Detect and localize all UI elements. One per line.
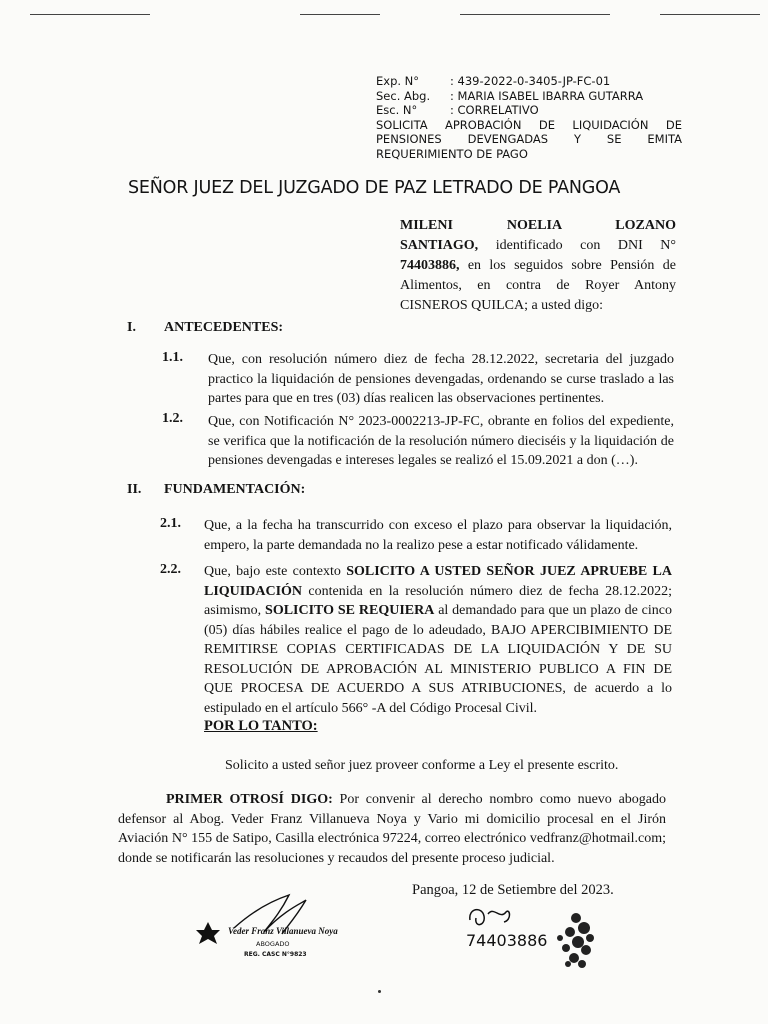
paragraph-line: estipulado en el artículo 566° -A del Código Procesal Civil. (204, 700, 537, 716)
intro-line: MILENI NOELIA LOZANO (400, 218, 676, 233)
paragraph-line: QUE PROCESA DE ACUERDO A SUS ATRIBUCIONES, de acuerdo a lo (204, 681, 672, 696)
paragraph-line: Aviación N° 155 de Satipo, Casilla electrónica 97224, correo electrónico vedfranz@hotmail.com; (118, 831, 666, 846)
bold-run: LIQUIDACIÓN (204, 583, 303, 599)
paragraph-line: empero, la parte demandada no la realizo pese a estar notificado válidamente. (204, 537, 639, 553)
paragraph-1-2 (208, 412, 674, 471)
sumilla-line: PENSIONES DEVENGADAS Y SE EMITA (376, 132, 682, 146)
exp-value: : 439-2022-0-3405-JP-FC-01 (450, 74, 611, 88)
paragraph-line: se verifica que la notificación de la resolución número dieciséis y la liquidación de (208, 433, 674, 449)
paragraph-line (204, 582, 672, 602)
intro-line (400, 236, 676, 256)
text-run: al demandado para que un plazo de cinco (434, 603, 672, 618)
paragraph-line: practico la liquidación de pensiones devengadas, ordenando se curse traslado a las (208, 371, 674, 387)
intro-bold: SANTIAGO, (400, 238, 479, 253)
text-run: Que, bajo este contexto (204, 564, 347, 579)
esc-value: : CORRELATIVO (450, 103, 539, 117)
paragraph-line: RESOLUCIÓN DE APROBACIÓN AL MINISTERIO PUBLICO A FIN DE (204, 661, 672, 677)
intro-text: identificado con DNI N° (478, 238, 676, 253)
otrosi-label: PRIMER OTROSÍ DIGO: (166, 792, 333, 807)
place-date: Pangoa, 12 de Setiembre del 2023. (412, 882, 614, 898)
section-title: ANTECEDENTES: (164, 320, 284, 335)
paragraph-line (204, 601, 672, 621)
section-title: FUNDAMENTACIÓN: (164, 482, 306, 497)
paragraph-line: partes para que en tres (03) días realicen las observaciones pertinentes. (208, 391, 605, 406)
paragraph-line: donde se notificarán las resoluciones y recaudos del presente proceso judicial. (118, 850, 555, 866)
paragraph-number: 1.1. (162, 350, 183, 365)
handwritten-dni: 74403886 (466, 931, 548, 950)
sec-label: Sec. Abg. (376, 88, 431, 103)
text-run: contenida en la resolución número diez de fecha 28.12.2022; (302, 583, 672, 599)
intro-line (400, 256, 676, 276)
text-run: Por convenir al derecho nombro como nuevo abogado (332, 792, 666, 807)
paragraph-2-2 (204, 562, 672, 718)
bold-run: SOLICITO SE REQUIERA (265, 603, 435, 618)
stamp-name: Veder Franz Villanueva Noya (228, 926, 338, 936)
por-lo-tanto-heading: POR LO TANTO: (204, 718, 318, 734)
paragraph-line: Que, con Notificación N° 2023-0002213-JP-FC, obrante en folios del expediente, (208, 414, 674, 429)
paragraph-line (118, 790, 666, 810)
addressee-title: SEÑOR JUEZ DEL JUZGADO DE PAZ LETRADO DE PANGOA (128, 178, 621, 198)
paragraph-line: Que, con resolución número diez de fecha 28.12.2022, secretaria del juzgado (208, 352, 674, 367)
fingerprint-mark (557, 913, 594, 968)
lawyer-stamp-signature (194, 890, 344, 970)
sumilla-line: SOLICITA APROBACIÓN DE LIQUIDACIÓN DE (376, 117, 682, 132)
paragraph-line: Que, a la fecha ha transcurrido con exceso el plazo para observar la liquidación, (204, 518, 672, 533)
petitioner-signature (464, 898, 614, 978)
section-number: II. (127, 482, 142, 497)
sec-value: : MARIA ISABEL IBARRA GUTARRA (450, 88, 644, 103)
scan-edge-line (300, 14, 380, 15)
scan-edge-line (660, 14, 760, 15)
petition-sentence: Solicito a usted señor juez proveer conforme a Ley el presente escrito. (225, 758, 619, 773)
paragraph-number: 2.2. (160, 562, 181, 577)
stamp-star-icon (196, 922, 220, 944)
paragraph-line: pensiones devengadas e intereses legales se realizó el 15.09.2021 a don (…). (208, 453, 638, 468)
exp-label: Exp. N° (376, 74, 420, 88)
scan-edge-line (460, 14, 610, 15)
intro-bold: 74403886, (400, 258, 460, 273)
paragraph-number: 1.2. (162, 411, 183, 426)
petitioner-intro (400, 216, 676, 316)
section-number: I. (127, 320, 136, 335)
paragraph-line: defensor al Abog. Veder Franz Villanueva Noya y Vario mi domicilio procesal en el Jirón (118, 811, 666, 827)
intro-text: en los seguidos sobre Pensión de (459, 258, 676, 273)
scan-speck (378, 990, 381, 993)
bold-run: SOLICITO A USTED SEÑOR JUEZ APRUEBE LA (346, 564, 672, 579)
primer-otrosi (118, 790, 666, 868)
esc-label: Esc. N° (376, 103, 418, 117)
intro-line: CISNEROS QUILCA; a usted digo: (400, 298, 603, 313)
paragraph-number: 2.1. (160, 516, 181, 531)
text-run: asimismo, (204, 603, 266, 618)
stamp-role: ABOGADO (256, 940, 290, 948)
scan-edge-line (30, 14, 150, 15)
case-header (376, 74, 682, 161)
intro-line: Alimentos, en contra de Royer Antony (400, 278, 676, 293)
paragraph-line: REMITIRSE COPIAS CERTIFICADAS DE LA LIQUIDACIÓN Y DE SU (204, 642, 672, 657)
sumilla-line: REQUERIMIENTO DE PAGO (376, 146, 528, 161)
handwritten-signature (470, 910, 510, 925)
paragraph-2-1 (204, 516, 672, 555)
stamp-reg: REG. CASC N°9823 (244, 951, 307, 958)
paragraph-line: (05) días hábiles realice el pago de lo adeudado, BAJO APERCIBIMIENTO DE (204, 622, 672, 638)
paragraph-1-1 (208, 350, 674, 409)
paragraph-line (204, 562, 672, 582)
